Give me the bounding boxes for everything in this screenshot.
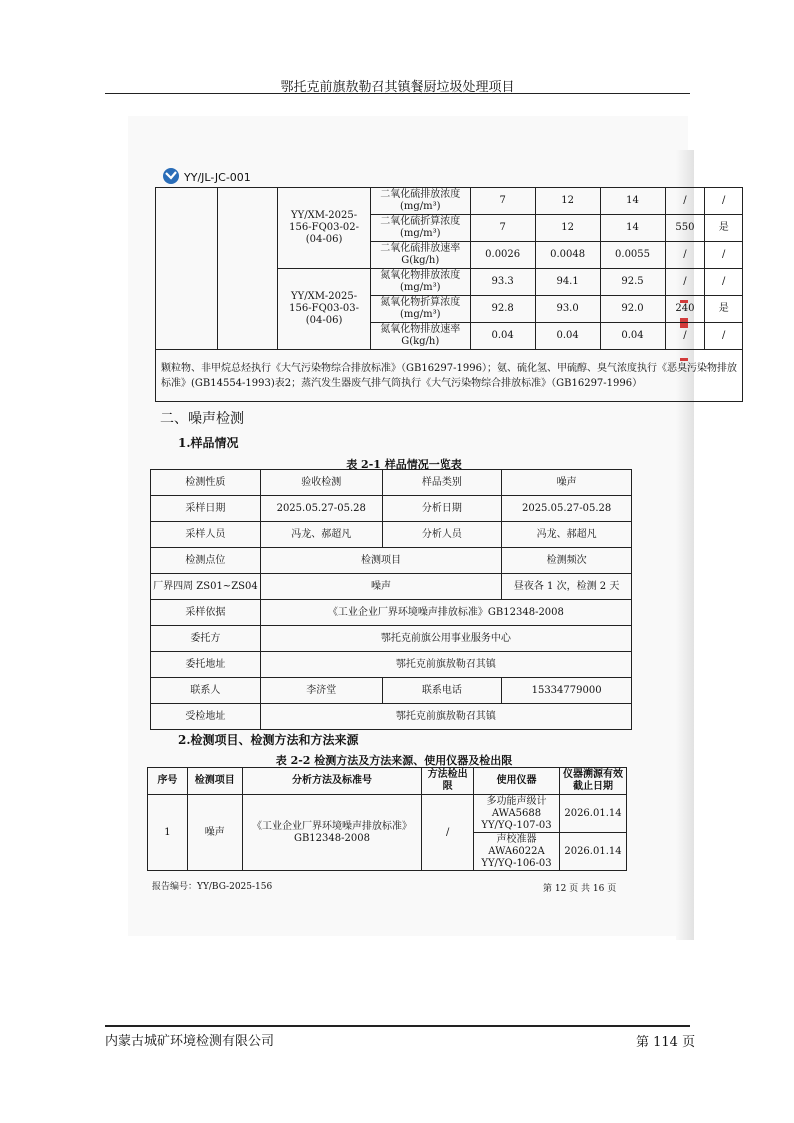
label-cell: 分析日期 — [382, 496, 502, 522]
company-name: 内蒙古城矿环境检测有限公司 — [105, 1034, 275, 1049]
ok-cell: / — [705, 269, 743, 296]
label-cell: 检测项目 — [260, 548, 501, 574]
limit-cell: / — [665, 188, 705, 215]
value-cell: 93.3 — [470, 269, 535, 296]
sample-info-table — [150, 469, 632, 730]
value-cell: 12 — [535, 188, 600, 215]
label-cell: 联系电话 — [382, 678, 502, 704]
label-cell: 委托方 — [151, 626, 261, 652]
label-cell: 采样日期 — [151, 496, 261, 522]
item-cell: 二氧化硫排放浓度(mg/m³) — [370, 188, 470, 215]
ok-cell: / — [705, 242, 743, 269]
value-cell: 李济堂 — [260, 678, 382, 704]
value-cell: 94.1 — [535, 269, 600, 296]
value-cell: 厂界四周 ZS01~ZS04 — [151, 574, 261, 600]
subsection-title: 1.样品情况 — [178, 436, 239, 450]
value-cell: 昼夜各 1 次，检测 2 天 — [502, 574, 632, 600]
header-cell: 序号 — [148, 768, 188, 795]
label-cell: 检测点位 — [151, 548, 261, 574]
table-row — [151, 522, 632, 548]
value-cell: 冯龙、郝超凡 — [502, 522, 632, 548]
document-code: YY/JL-JC-001 — [184, 171, 251, 184]
table-row — [151, 704, 632, 730]
table-cell — [156, 188, 218, 350]
table-row — [151, 574, 632, 600]
page-header: 鄂托克前旗敖勒召其镇餐厨垃圾处理项目 — [280, 80, 515, 95]
value-cell: 12 — [535, 215, 600, 242]
company-logo-icon — [162, 167, 180, 185]
date-cell: 2026.01.14 — [559, 795, 626, 833]
table-row — [151, 470, 632, 496]
table-row — [151, 496, 632, 522]
instrument-cell: 声校准器 AWA6022A YY/YQ-106-03 — [474, 833, 560, 871]
value-cell: 冯龙、郝超凡 — [260, 522, 382, 548]
value-cell: 0.04 — [470, 323, 535, 350]
value-cell: 鄂托克前旗公用事业服务中心 — [260, 626, 631, 652]
ok-cell: 是 — [705, 296, 743, 323]
limit-cell: 240 — [665, 296, 705, 323]
label-cell: 采样人员 — [151, 522, 261, 548]
label-cell: 采样依据 — [151, 600, 261, 626]
limit-cell: / — [665, 242, 705, 269]
item-cell: 氮氧化物排放速率G(kg/h) — [370, 323, 470, 350]
limit-cell: / — [665, 269, 705, 296]
value-cell: 92.0 — [600, 296, 665, 323]
value-cell: 14 — [600, 215, 665, 242]
label-cell: 委托地址 — [151, 652, 261, 678]
sample-id: YY/XM-2025-156-FQ03-02-(04-06) — [278, 188, 370, 269]
instrument-cell: 多功能声级计 AWA5688 YY/YQ-107-03 — [474, 795, 560, 833]
standard-note: 颗粒物、非甲烷总烃执行《大气污染物综合排放标准》（GB16297-1996）；氨、硫化氢、甲硫醇、臭气浓度执行《恶臭污染物排放标准》(GB14554-1993)表2；蒸汽发生器废气排气筒执行《大气污染物综合排放标准》（GB16297-1996） — [156, 350, 743, 402]
value-cell: 0.04 — [600, 323, 665, 350]
value-cell: 《工业企业厂界环境噪声排放标准》GB12348-2008 — [260, 600, 631, 626]
value-cell: 92.5 — [600, 269, 665, 296]
limit-cell: / — [665, 323, 705, 350]
section-title: 二、噪声检测 — [160, 411, 244, 427]
item-cell: 二氧化硫折算浓度(mg/m³) — [370, 215, 470, 242]
value-cell: 2025.05.27-05.28 — [502, 496, 632, 522]
value-cell: 7 — [470, 188, 535, 215]
label-cell: 检测性质 — [151, 470, 261, 496]
table-row — [156, 350, 743, 402]
table-row — [148, 768, 627, 795]
limit-cell: 550 — [665, 215, 705, 242]
value-cell: 0.0048 — [535, 242, 600, 269]
emission-table — [155, 187, 743, 402]
value-cell: 93.0 — [535, 296, 600, 323]
value-cell: 7 — [470, 215, 535, 242]
table-row — [151, 652, 632, 678]
table-row — [151, 626, 632, 652]
label-cell: 分析人员 — [382, 522, 502, 548]
date-cell: 2026.01.14 — [559, 833, 626, 871]
table-row — [148, 795, 627, 833]
table-caption: 表 2-2 检测方法及方法来源、使用仪器及检出限 — [275, 754, 513, 767]
sample-id: YY/XM-2025-156-FQ03-03-(04-06) — [278, 269, 370, 350]
value-cell: 0.04 — [535, 323, 600, 350]
value-cell: 噪声 — [260, 574, 501, 600]
value-cell: 噪声 — [187, 795, 242, 871]
item-cell: 氮氧化物折算浓度(mg/m³) — [370, 296, 470, 323]
table-row — [151, 600, 632, 626]
label-cell: 检测频次 — [502, 548, 632, 574]
value-cell: 鄂托克前旗敖勒召其镇 — [260, 652, 631, 678]
value-cell: 验收检测 — [260, 470, 382, 496]
label-cell: 联系人 — [151, 678, 261, 704]
subsection-title: 2.检测项目、检测方法和方法来源 — [178, 733, 359, 747]
table-cell — [218, 188, 278, 350]
page-number: 第 114 页 — [636, 1035, 696, 1050]
header-cell: 分析方法及标准号 — [242, 768, 422, 795]
ok-cell: 是 — [705, 215, 743, 242]
ok-cell: / — [705, 323, 743, 350]
table-row — [151, 548, 632, 574]
inner-page-number: 第 12 页 共 16 页 — [543, 884, 617, 894]
ok-cell: / — [705, 188, 743, 215]
value-cell: / — [422, 795, 474, 871]
value-cell: 2025.05.27-05.28 — [260, 496, 382, 522]
label-cell: 样品类别 — [382, 470, 502, 496]
report-number: 报告编号：YY/BG-2025-156 — [152, 882, 273, 892]
footer-rule — [105, 1025, 690, 1027]
item-cell: 二氧化硫排放速率G(kg/h) — [370, 242, 470, 269]
table-caption: 表 2-1 样品情况一览表 — [346, 458, 462, 471]
header-rule — [105, 93, 690, 94]
value-cell: 鄂托克前旗敖勒召其镇 — [260, 704, 631, 730]
value-cell: 0.0055 — [600, 242, 665, 269]
item-cell: 氮氧化物排放浓度(mg/m³) — [370, 269, 470, 296]
value-cell: 0.0026 — [470, 242, 535, 269]
value-cell: 15334779000 — [502, 678, 632, 704]
header-cell: 使用仪器 — [474, 768, 560, 795]
value-cell: 《工业企业厂界环境噪声排放标准》GB12348-2008 — [242, 795, 422, 871]
header-cell: 方法检出限 — [422, 768, 474, 795]
table-row — [156, 188, 743, 215]
header-cell: 检测项目 — [187, 768, 242, 795]
method-table — [147, 767, 627, 871]
label-cell: 受检地址 — [151, 704, 261, 730]
table-row — [151, 678, 632, 704]
value-cell: 14 — [600, 188, 665, 215]
header-cell: 仪器溯源有效截止日期 — [559, 768, 626, 795]
value-cell: 92.8 — [470, 296, 535, 323]
value-cell: 噪声 — [502, 470, 632, 496]
value-cell: 1 — [148, 795, 188, 871]
